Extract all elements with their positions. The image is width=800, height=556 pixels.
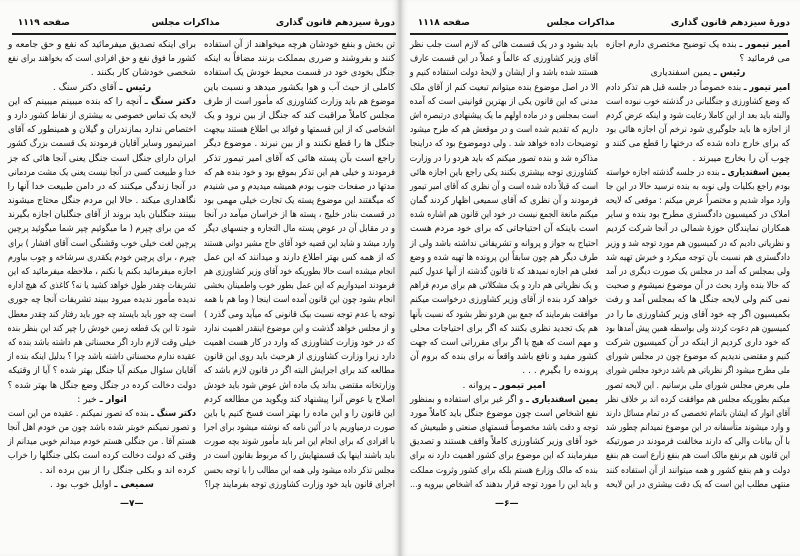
text-line: [410, 336, 598, 350]
line-text: تشریفات چقدر طول خواهد کشید یا نه؟ کاغذی که هیچ اداره: [8, 280, 196, 292]
text-line: [204, 109, 395, 123]
line-text: نفع اشخاص است چون موضوع جنگل باید کاملاً مورد: [410, 407, 598, 419]
text-line: [204, 464, 395, 478]
speaker-name: سمیعی ـ: [114, 478, 154, 490]
text-line: [410, 464, 598, 478]
line-text: نمی کنم ولی لایحه جنگل ها که بمجلس آمد و رفت: [605, 294, 790, 306]
line-text: است باینکه آن احتیاجاتی که برای خود مردم هست: [410, 223, 598, 235]
text-line: [606, 123, 790, 137]
line-text: و باید این را مورد توجه قرار بدهند که اشخاص بیرویه و...: [410, 478, 598, 490]
text-line: [8, 109, 196, 123]
line-text: از اجازه ها باید جلوگیری شود نرخم آن اجازه هائی بود: [606, 124, 790, 136]
line-text: مذاکره شد و بنده تصور میکنم که باید هردو را در وزارت: [409, 152, 598, 164]
text-line: [204, 222, 395, 236]
line-text: اصلاح یا عوض آنرا پیشنهاد کند ویگوید من مطالعه کردم: [204, 393, 395, 405]
line-text: آقایان سئوال میکنم آیا جنگل بهتر شده ؟ آیا از وقتیکه: [8, 365, 196, 377]
line-text: در آنجا زندگی میکنند که در دامن طبیعت خدا آنها را: [7, 180, 197, 192]
text-line: [410, 123, 598, 137]
speaker-line: [410, 379, 598, 393]
header-rule: [12, 33, 396, 35]
column-left: [410, 38, 598, 492]
text-line: [606, 478, 790, 492]
text-line: [204, 265, 395, 279]
line-text: ملی مطرح میشود اگر نظریاتی هم باشد درخود مجلس شورای: [606, 365, 790, 377]
line-text: کمیسیون هم دعوت کردند ولی بواسطه همین پیش آمدها بود: [605, 322, 790, 334]
line-text: مدتها در صفحات جنوب بودم همیشه میدیدم و می شنیدم: [203, 180, 395, 192]
line-text: خواهد کرد بنده از آقای وزیر کشاورزی درخواست میکنم: [410, 294, 598, 306]
line-text: خود آقای وزیر کشاورزی کاملاً واقف هستند و تصدیق: [409, 436, 598, 448]
line-text: کشاورزی توجه بیشتری بکنند یکی راجع باین اجازه هائی: [410, 166, 598, 178]
speaker-line: [606, 81, 790, 95]
line-text: دولت دخالت کرده در جنگل وضع جنگل ها بهتر شده ؟: [7, 379, 197, 391]
text-line: [606, 364, 790, 378]
line-text: کنیم و مقتضی ندیدیم که موضوع چون در مجلس شورای: [605, 351, 790, 363]
text-line: [8, 279, 196, 293]
text-line: [410, 66, 598, 80]
text-line: [410, 308, 598, 322]
text-line: [410, 421, 598, 435]
line-text: فرمودند و آن نظری که آقای سمیعی اظهار کردند گمان: [410, 195, 598, 207]
text-line: [8, 379, 196, 393]
line-text: وقتی که دولت دخالت کرده است بکلی جنگلها را خراب: [7, 450, 197, 462]
text-line: [8, 293, 196, 307]
text-line: [410, 322, 598, 336]
text-line: [410, 95, 598, 109]
line-text: بودم راجع بکلیات ولی نوبه به بنده نرسید حالا در این جا: [606, 180, 790, 192]
line-text: و یک نظریاتی هم دارد و یک مشکلاتی هم برای مردم فراهم: [409, 280, 598, 292]
text-line: [8, 194, 196, 208]
line-text: احتیاج به جواز و پروانه و تشریفاتی نداشته باشد ولی از: [410, 237, 598, 249]
text-line: [410, 449, 598, 463]
page-number: صفحه ۱۱۱۹: [17, 18, 70, 28]
text-line: [410, 478, 598, 492]
text-line: [8, 435, 196, 449]
text-line: [8, 308, 196, 322]
line-text: ملی بعرض مجلس شورای ملی برسانیم . این لایحه تصور: [606, 379, 790, 391]
line-text: داریم که تقدیم شده است و در موقعش هم که طرح میشود: [410, 124, 598, 136]
line-text: است چه جور باید بایستد چه جور باید رفتار کند چقدر معطل: [8, 308, 196, 320]
folio: —۶—: [495, 499, 519, 509]
text-line: [410, 222, 598, 236]
line-text: راجع است بآن پسته هائی که آقای امیر تیمور تذکر: [204, 152, 395, 164]
speaker-line: [606, 66, 790, 80]
line-text: توضیحات داده خواهد شد . ولی دوموضوع بود که دراینجا: [409, 138, 598, 150]
text-line: [8, 208, 196, 222]
line-text: مجلس کاملاً مراقبت کند که جنگل از بین نرود و یک: [204, 109, 395, 121]
line-text: ایران دارای جنگل است جنگل یعنی آنجا هائی که جز: [8, 152, 196, 164]
text-line: [410, 435, 598, 449]
text-line: [204, 421, 395, 435]
text-line: [8, 222, 196, 236]
column-right: [204, 38, 395, 492]
line-text: که وضع کشاورزی و جنگلبانی در گذشته خوب نبوده است: [606, 95, 790, 107]
text-line: [606, 137, 790, 151]
line-text: مجلس تذکر داده میشود ولی همه این مطالب را با توجه بحسن: [204, 464, 395, 476]
line-text: که میگفتند این موضوع پسته یک تجارت خیلی مهمی بود: [203, 195, 395, 207]
line-text: الا در اصل موضوع بنده میتوانم تبعیت کنم از آقای ملک: [410, 81, 598, 93]
line-text: اشخاصی که از این قسمتها و فوائد بی اطلاع هستند بیجهت: [203, 124, 395, 136]
text-line: [204, 95, 395, 109]
line-text: خدا و طبیعت کسی در آنجا نیست یعنی یک مشت مردمانی: [8, 166, 196, 178]
text-line: [204, 449, 395, 463]
line-text: هم یک تجدید نظری بکنند که اگر برای احتیاجات محلی: [410, 322, 598, 334]
speaker-line: [8, 81, 196, 95]
line-text: مدنی که این قانون یکی از بهترین قوانینی است که آمده: [409, 95, 598, 107]
line-text: این قانون هم برنفع مالک است هم بنفع زارع است هم بنفع: [606, 450, 790, 462]
line-text: خیلی وقت لازم دارد اگر محسناتی هم داشته باشد بنده که: [8, 336, 196, 348]
line-text: میکنم مانعة الجمع نیست در خود این قانون هم اشاره شده: [410, 209, 598, 221]
line-text: موافقت بفرمایند که جمع بین هردو نظر بشود که نسبت بآنها: [409, 308, 598, 320]
speech-text: خیر :: [77, 393, 100, 405]
speech-text: پروانه .: [462, 379, 494, 391]
line-text: مطالعه کند برای اجرایش البته اگر در قانون لازم باشد که: [203, 365, 395, 377]
page-header: [410, 18, 790, 32]
text-line: [410, 180, 598, 194]
text-line: [204, 478, 395, 492]
text-line: [606, 237, 790, 251]
text-line: [8, 123, 196, 137]
line-text: و نظریاتی دادیم که در کمیسیون هم مورد توجه شد و وزیر: [606, 237, 790, 249]
text-line: [204, 137, 395, 151]
line-text: نگاهداری میکند . حالا این مردم جنگل محتاج میشوند: [7, 195, 196, 207]
line-text: بکمیسیون اگر چه خود آقای وزیر کشاورزی ما را در: [605, 308, 790, 320]
text-line: [8, 449, 196, 463]
line-text: پرونده را بگیرم . . .: [522, 365, 598, 377]
line-text: کشور مفید و نافع باشد واقعاً نه برای بنده که بروم آن: [410, 351, 598, 363]
line-text: برای اینکه تصدیق میفرمائید که نفع و حق جامعه و: [8, 39, 196, 50]
text-line: [8, 152, 196, 166]
line-text: [606, 166, 790, 180]
text-line: [8, 322, 196, 336]
line-text: [8, 407, 196, 421]
line-text: فرمودند امیدواریم که این عمل بطور خوب واطمینان بخشی: [204, 280, 395, 292]
text-line: [8, 350, 196, 364]
line-text: آقای وزیر کشاورزی که عالماً و عملاً در این قسمت عارف: [410, 53, 598, 65]
line-text: که حالا بنده وارد بحث در آن موضوع نمیشوم و صحبت: [606, 280, 790, 292]
text-line: [204, 435, 395, 449]
text-line: [8, 421, 196, 435]
text-line: [606, 251, 790, 265]
text-line: [410, 208, 598, 222]
text-line: [606, 449, 790, 463]
line-text: طرف دیگر هم چون سابقاً این پرونده ها تهیه شده و وضع: [410, 251, 598, 263]
text-line: [8, 237, 196, 251]
line-text: فرمودند و خیلی هم این تذکر بموقع بود و خود بنده هم که: [204, 166, 395, 178]
line-text: شخصی خودشان کار بکنند .: [90, 67, 196, 79]
text-line: [606, 435, 790, 449]
line-text: که برای خارج داده شده که درختها را قطع می کنند و: [605, 138, 790, 150]
text-line: [410, 38, 598, 52]
text-line: [606, 194, 790, 208]
line-text: که در خود وزارت کشاورزی که وارد در کار هست اهمیت: [203, 336, 395, 348]
text-line: [8, 265, 196, 279]
line-text: بنده که مالک وزارع هستم بلکه برای کشور وثروت مملکت: [410, 464, 598, 476]
text-line: [410, 52, 598, 66]
speaker-line: [8, 478, 196, 492]
text-line: [410, 137, 598, 151]
line-text: ندیده مأمور ندیده میرود ببیند تشریفات آنجا چه جوری: [7, 294, 197, 306]
line-text: است که قبلاً داده شده است و آن نظری که آقای امیر تیمور: [410, 180, 598, 192]
line-text: جنگل بخودی خود در قسمت محیط خودش یک استفاده: [204, 67, 395, 79]
text-line: [204, 336, 395, 350]
line-text: پرچین لغت خیلی خوب وقشنگی است آقای افشار ) برای: [8, 237, 196, 249]
text-line: [606, 265, 790, 279]
speaker-line: [8, 407, 196, 421]
text-line: [204, 364, 395, 378]
line-text: دارد زیرا وزارت کشاورزی از هرحیث باید روی این قانون: [204, 351, 395, 363]
line-text: با آن بیانات والی که دارند مخالفت فرمودند در صورتیکه: [606, 436, 790, 448]
text-line: [606, 208, 790, 222]
line-text: موضوع هم باید وزارت کشاورزی که مأمور است از طرف: [203, 95, 395, 107]
line-text: اجازه میفرمائید بکنم یا نکنم ، ملاحظه میفرمائید که این: [7, 266, 196, 277]
speaker-name: امیر تیمور ـ: [743, 81, 790, 93]
page-number: صفحه ۱۱۱۸: [417, 18, 470, 28]
speaker-name: یمین اسفندیاری ـ: [722, 166, 790, 178]
line-text: شود تا این یک قطعه زمین خودش را چپر کند این بنظر بنده: [7, 322, 196, 334]
text-line: [606, 180, 790, 194]
text-line: [204, 308, 395, 322]
line-text: املاک در کمیسیون دادگستری مطرح بود بنده و سایر: [606, 209, 790, 221]
line-text: توجه یا عدم توجه نسبت بیک قانونی که میآید ومی گذرد ): [204, 308, 395, 320]
line-text: فعلی هم اجازه نمیدهد که تا قانون گذشته از آنها عدول کنیم: [409, 266, 598, 277]
text-line: [204, 322, 395, 336]
speaker-name: دکتر سنگ ـ: [151, 407, 196, 419]
folio: —۷—: [120, 499, 144, 509]
text-line: [204, 52, 395, 66]
text-line: [606, 222, 790, 236]
session-label: دورهٔ سیزدهم قانون گذاری: [275, 18, 395, 28]
speaker-name: امیر تیمور ـ: [739, 39, 790, 50]
text-line: [606, 393, 790, 407]
text-line: [204, 407, 395, 421]
text-line: [606, 421, 790, 435]
speech-text: آقای دکتر سنگ .: [52, 81, 120, 93]
text-line: [8, 52, 196, 66]
speech-text: اوایل خوب بود .: [50, 478, 115, 490]
text-line: [410, 293, 598, 307]
line-text: کرده اند و بکلی جنگل را از بین برده اند .: [39, 464, 196, 476]
speaker-name: رئیس ـ: [119, 81, 152, 93]
speech-text: بنده که تصور نمیکنم . عقیده من این است: [8, 407, 152, 419]
page-1118: [400, 0, 800, 556]
text-line: [606, 379, 790, 393]
line-text: اختصاص ندارد بمازندران و گیلان و همینطور که آقای: [8, 124, 196, 136]
line-text: است بمجلس و در ماده اولهم ما یک پیشنهادی درتبصره اش: [409, 109, 598, 121]
line-text: که از همه کس بهتر اطلاع دارند و میدانند که این عمل: [203, 251, 395, 263]
text-line: [410, 265, 598, 279]
text-line: [204, 180, 395, 194]
line-text: در قسمت بنادر خلیج ، پسته ها از خراسان میآمد در آنجا: [204, 209, 395, 221]
text-line: [410, 350, 598, 364]
text-line: [204, 81, 395, 95]
text-line: [204, 123, 395, 137]
line-text: [8, 95, 196, 109]
line-text: انجام بشود چون این قانون آمده است اینجا ( وما هم با همه: [204, 294, 395, 306]
text-line: [204, 251, 395, 265]
speaker-name: یمین اسفندیاری ـ: [525, 393, 598, 405]
text-line: [204, 379, 395, 393]
text-line: [204, 152, 395, 166]
text-line: [8, 251, 196, 265]
line-text: عقیده ندارم محسناتی داشته باشد چرا ؟ بدلیل اینکه بنده از: [7, 351, 196, 363]
text-line: [410, 152, 598, 166]
text-line: [8, 464, 196, 478]
line-text: وزارتخانه مقتضی بداند یک ماده اش عوض شود باید خودش: [204, 379, 395, 391]
speaker-line: [606, 38, 790, 52]
line-text: [410, 393, 598, 407]
line-text: هستند شده باشد و از ایشان و لایحهٔ دولت استفاده کنیم و: [409, 67, 598, 79]
text-line: [8, 336, 196, 350]
line-text: آقای انوار که ایشان باتمام تخصصی که در تمام مسائل دارند: [605, 407, 790, 419]
line-text: [606, 66, 790, 80]
line-text: باید بشود و در یک قسمت هائی که لازم است جلب نظر: [410, 39, 598, 50]
line-text: صورت درمیاوریم یا در آئین نامه که نوشته میشود برای اجرا: [203, 422, 395, 434]
text-line: [606, 308, 790, 322]
line-text: با افرادی که برای انجام این امر باید مأمور شوند بچه صورت: [204, 436, 395, 448]
speaker-name: انوار ـ: [99, 393, 127, 405]
speaker-name: دکتر سنگ ـ: [144, 95, 196, 107]
line-text: [410, 379, 598, 393]
text-line: [606, 279, 790, 293]
line-text: این قانون را و این ماده را بهتر است فسخ کنیم یا باین: [203, 407, 395, 419]
line-text: تن بخش و بنفع خودشان هرچه میخواهند از آن استفاده: [204, 39, 395, 50]
line-text: باید باشند اینها یک قسمتهایش را که مربوط بقانون است در: [203, 450, 395, 462]
line-text: چپرم ، برای پرچین خودم یکقدری سرشاخه و چوب بیاورم: [8, 251, 196, 263]
line-text: و مهم است که هیچ یا اگر برای مقرراتی است که جهت: [409, 336, 598, 348]
text-line: [8, 180, 196, 194]
text-line: [8, 137, 196, 151]
line-text: [8, 393, 196, 407]
line-text: اجرای قانون باید خود وزارت کشاورزی توجه بفرمایند چرا؟: [204, 478, 395, 490]
column-left: [8, 38, 196, 492]
speech-text: بنده در جلسه گذشته اجازه خواسته: [606, 166, 723, 178]
header-rule: [410, 33, 788, 35]
line-text: و در مقابل آن در عوض پسته مال التجاره و جنسهای دیگر: [203, 223, 395, 235]
line-text: و تصور نمیکنم خوبتر شده باشد چون من خودم اهل آنجا: [7, 422, 197, 434]
line-text: والبته باید بعد از این کاملا رعایت شود و اینکه عرض کردم: [606, 109, 790, 121]
speaker-line: [410, 393, 598, 407]
text-line: [8, 66, 196, 80]
text-line: [606, 407, 790, 421]
line-text: [606, 38, 790, 52]
line-text: میکنم بطوریکه مجلس هم موافقت کرده اند بر خلاف نظر: [605, 393, 790, 405]
text-line: [606, 293, 790, 307]
text-line: [606, 52, 790, 66]
text-line: [606, 350, 790, 364]
text-line: [410, 407, 598, 421]
line-text: همکاران نمایندگان حوزهٔ شمالی در آنجا شرکت کردیم: [606, 223, 790, 235]
text-line: [8, 166, 196, 180]
speech-text: بنده یک توضیح مختصری دارم اجازه: [605, 39, 740, 50]
line-text: لایحه یک تماس خصوصی به بیشتری از نقاط کشور دارد و: [7, 109, 197, 121]
text-line: [410, 166, 598, 180]
text-line: [410, 81, 598, 95]
text-line: [410, 364, 598, 378]
page-header: [15, 18, 395, 32]
text-line: [204, 237, 395, 251]
speaker-line: [606, 166, 790, 180]
session-label: دورهٔ سیزدهم قانون گذاری: [670, 18, 790, 28]
text-line: [204, 38, 395, 52]
line-text: کشور ما فوق نفع و حق افرادی است که بخواهند برای نفع: [8, 53, 196, 65]
speaker-name: امیر تیمور ـ: [493, 379, 546, 391]
text-line: [606, 464, 790, 478]
line-text: که خود داری کردیم از اینکه در آن کمیسیون شرکت: [605, 336, 790, 348]
text-line: [606, 336, 790, 350]
line-text: و از مجلس خواهد گذشت و این موضوع اینقدر اهمیت ندارد: [204, 322, 395, 334]
text-line: [204, 166, 395, 180]
speaker-line: [8, 95, 196, 109]
line-text: چوب آن را بخارج میبرند .: [692, 152, 790, 164]
line-text: دولت و هم بنفع کشور و همه میتوانند از آن استفاده کنند: [605, 464, 790, 476]
text-line: [606, 95, 790, 109]
column-right: [606, 38, 790, 492]
line-text: و وارد میشوند متأسفانه در این موضوع نمیدانم چطور شد: [605, 422, 790, 434]
line-text: وارد میشد و شاید این قضیه خود آقای حاج مشیر دوانی هستند: [203, 237, 395, 249]
text-line: [410, 279, 598, 293]
text-line: [204, 66, 395, 80]
text-line: [410, 194, 598, 208]
line-text: [606, 81, 790, 95]
proceedings-title: مذاکرات مجلس: [546, 18, 615, 28]
text-line: [8, 364, 196, 378]
speech-text: یمین اسفندیاری: [650, 67, 714, 79]
line-text: ولی بمجلس که آمد در مجلس یک صورت دیگری در آمد: [606, 266, 790, 277]
text-line: [204, 350, 395, 364]
text-line: [606, 109, 790, 123]
line-text: می فرمائید ؟: [739, 53, 790, 65]
text-line: [606, 152, 790, 166]
line-text: کاملی از حیث آب و هوا بکشور میدهد و نسبت باین: [203, 81, 395, 93]
line-text: هستم آقا . من جنگلی هستم خودم میدانم خوبی میدانم از: [7, 436, 197, 448]
line-text: جنگل ها را قطع نکنند و از بین نبرند . موضوع دیگر: [204, 138, 395, 150]
text-line: [8, 38, 196, 52]
text-line: [410, 109, 598, 123]
line-text: ببینند جنگلبان باید بروند از آقای جنگلبان اجازه بگیرند: [8, 209, 196, 221]
text-line: [204, 279, 395, 293]
line-text: دادگستری هم نسبت بآن توجه میکرد و خبرش تهیه شد: [605, 251, 790, 263]
speaker-name: رئیس ـ: [713, 67, 746, 79]
speaker-line: [8, 393, 196, 407]
line-text: انجام میشده است حالا بطوریکه خود آقای وزیر کشاورزی هم: [204, 266, 395, 277]
line-text: [8, 478, 196, 492]
text-line: [204, 208, 395, 222]
text-line: [606, 322, 790, 336]
speech-text: بنده خصوصاً در جلسه قبل هم تذکر دادم: [605, 81, 744, 93]
line-text: میفرمایند که این موضوع برای کشور اهمیت دارد نه برای: [409, 450, 598, 462]
line-text: وارد مواد شدیم و مختصراً عرض میکنم : موقعی که لایحه: [605, 195, 790, 207]
line-text: [8, 81, 196, 95]
text-line: [410, 237, 598, 251]
line-text: توجه و دقت باشد مخصوصاً قسمتهای صنعتی و طبیعیش که: [409, 422, 598, 434]
text-line: [204, 293, 395, 307]
proceedings-title: مذاکرات مجلس: [151, 18, 220, 28]
line-text: منتهی مطلب این است که یک دقت بیشتری در این لایحه: [606, 478, 790, 490]
line-text: کنند و بفروشند و ضرری بمملکت بزنند مضافاً به اینکه: [204, 53, 395, 65]
speech-text: آنچه را که بنده میبینم میبینم که این: [8, 95, 145, 107]
text-line: [410, 251, 598, 265]
text-line: [204, 393, 395, 407]
line-text: که من برای چپرم ( ما میگوئیم چپر شما میگوئید پرچین: [7, 223, 196, 235]
text-line: [204, 194, 395, 208]
speech-text: و اگر غیر برای استفاده و بمنظور: [410, 393, 526, 405]
line-text: امیرتیمور وسایر آقایان فرمودند یک قسمت بزرگ کشور: [7, 138, 197, 150]
